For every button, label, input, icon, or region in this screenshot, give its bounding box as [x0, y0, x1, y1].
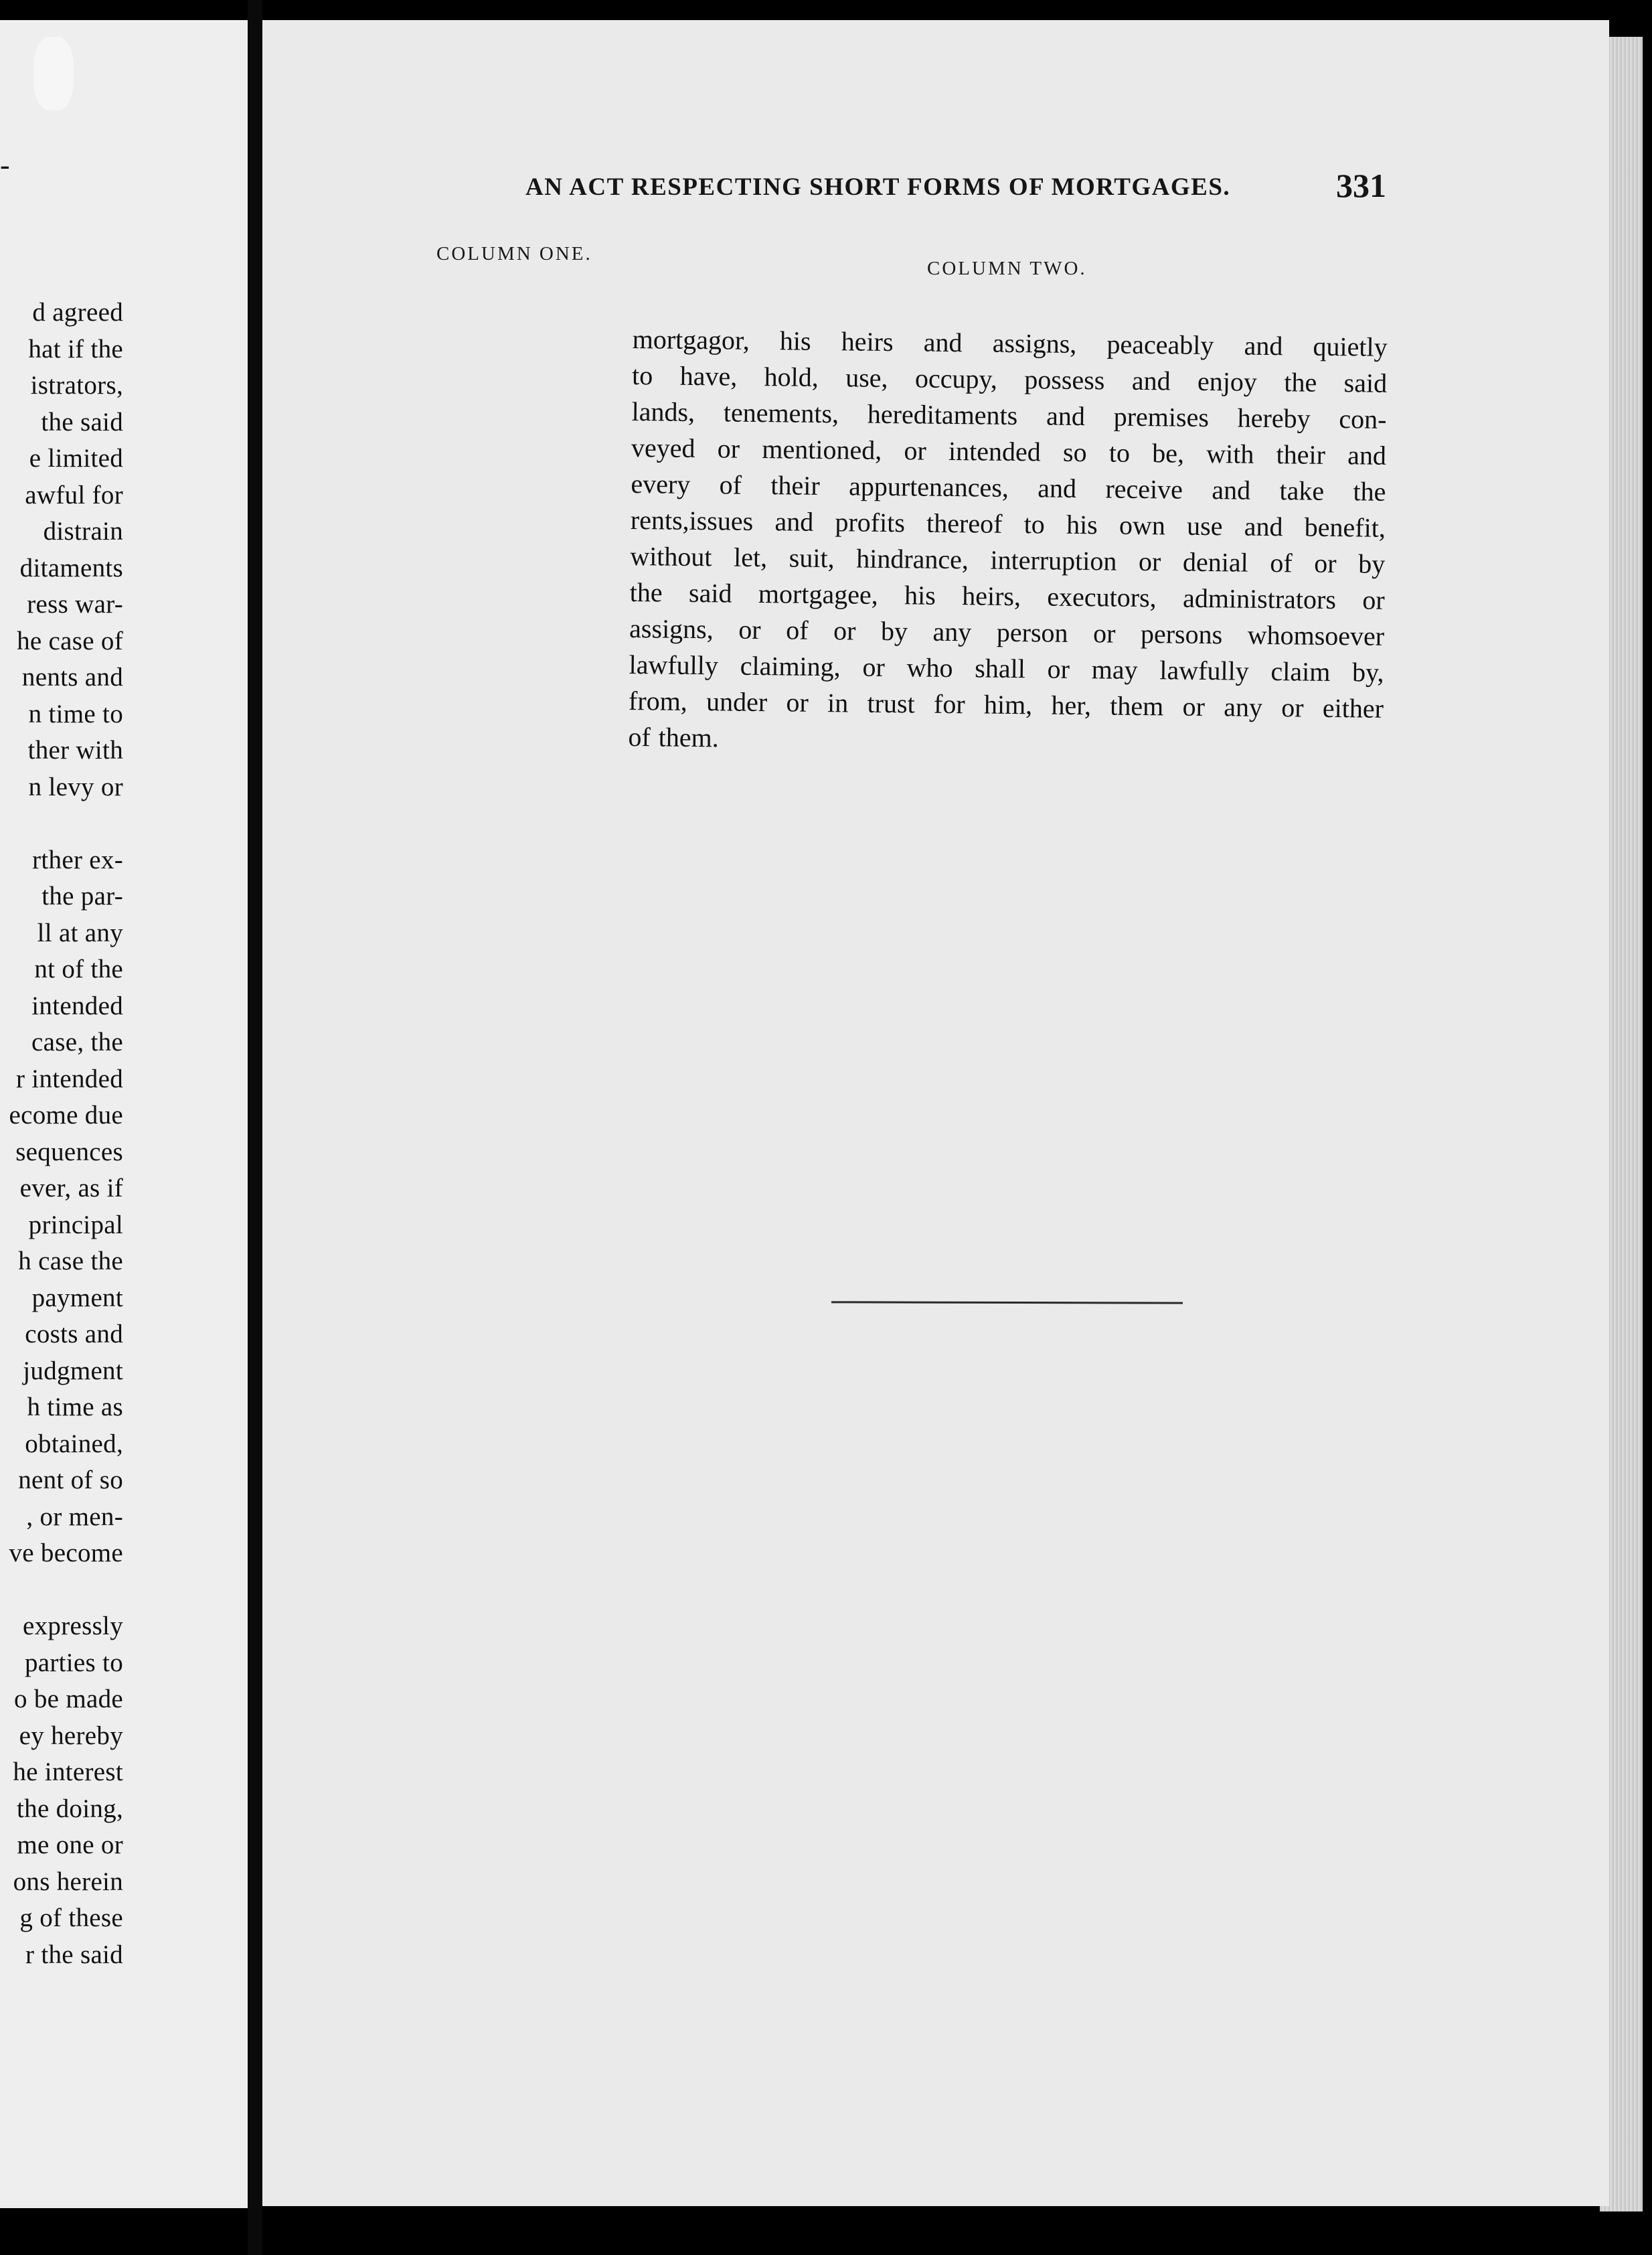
text-line: without let, suit, hindrance, interruption or denial of or by [630, 540, 1386, 579]
facing-page-left [0, 20, 248, 2208]
left-line: o be made [14, 1685, 123, 1713]
text-line: lawfully claiming, or who shall or may lawfully claim by, [629, 649, 1384, 688]
left-line: intended [31, 991, 123, 1020]
left-line: payment [31, 1283, 123, 1312]
left-line: istrators, [30, 371, 123, 400]
left-line: nt of the [34, 955, 123, 984]
left-line: nent of so [18, 1466, 123, 1494]
column-one-heading: COLUMN ONE. [436, 243, 592, 264]
text-line: assigns, or of or by any person or persons whomsoever [629, 613, 1385, 651]
text-line: from, under or in trust for him, her, them or any or either [628, 685, 1384, 724]
left-line: he case of [17, 626, 123, 655]
left-line: distrain [43, 517, 123, 546]
left-line: ther with [27, 736, 123, 765]
text-line: the said mortgagee, his heirs, executors, administrators or [629, 576, 1385, 615]
left-line: n levy or [28, 772, 123, 801]
text-line: rents,issues and profits thereof to his own use and benefit, [630, 504, 1386, 543]
page-number: 331 [1336, 167, 1386, 204]
section-end-rule [831, 1301, 1183, 1304]
left-line: parties to [24, 1648, 123, 1677]
column-two-heading: COLUMN TWO. [927, 258, 1087, 279]
left-line: h time as [27, 1393, 123, 1421]
left-line: the par- [42, 882, 123, 911]
left-line: costs and [25, 1320, 123, 1348]
paper-blemish [33, 37, 74, 110]
left-line: ons herein [13, 1867, 123, 1896]
left-line: n time to [28, 699, 123, 728]
left-line: judgment [23, 1356, 123, 1385]
text-line: mortgagor, his heirs and assigns, peaceably and quietly [632, 323, 1388, 362]
text-line: lands, tenements, hereditaments and premises hereby con- [631, 396, 1387, 435]
text-line: veyed or mentioned, or intended so to be, with their and [631, 432, 1387, 471]
left-line: obtained, [25, 1429, 123, 1458]
left-line: rther ex- [32, 845, 123, 874]
left-line: the said [41, 407, 123, 437]
left-line-gap [9, 1572, 123, 1609]
left-line: ey hereby [19, 1721, 123, 1750]
left-line: r the said [25, 1940, 123, 1969]
left-line-gap [9, 805, 123, 842]
book-spine-gutter [248, 0, 262, 2255]
left-line: ress war- [27, 590, 123, 619]
left-line: e limited [29, 444, 123, 473]
left-line: ever, as if [19, 1174, 123, 1202]
left-line: h case the [18, 1247, 123, 1275]
left-line: ditaments [19, 553, 123, 582]
left-line: expressly [23, 1612, 123, 1640]
left-line: the doing, [17, 1794, 123, 1823]
left-page-text [9, 295, 123, 1973]
left-line: case, the [31, 1028, 123, 1057]
left-line: ll at any [37, 918, 123, 947]
text-line: every of their appurtenances, and receive and take the [631, 468, 1386, 507]
left-running-fragment: - [0, 149, 10, 181]
left-line: d agreed [32, 298, 123, 327]
left-line: nents and [21, 663, 123, 692]
left-line: r intended [15, 1064, 123, 1093]
left-line: , or men- [26, 1502, 123, 1531]
left-line: me one or [17, 1831, 123, 1859]
left-line: hat if the [28, 334, 123, 364]
left-line: awful for [25, 480, 123, 510]
left-line: principal [28, 1210, 123, 1239]
left-line: g of these [19, 1903, 123, 1932]
column-two-text [628, 321, 1388, 763]
left-line: he interest [13, 1758, 123, 1786]
text-line-last: of them. [628, 721, 720, 753]
running-head: AN ACT RESPECTING SHORT FORMS OF MORTGAGES. [525, 173, 1231, 201]
left-line: ecome due [9, 1101, 123, 1130]
left-line: sequences [15, 1137, 123, 1166]
main-page [262, 20, 1609, 2206]
left-line: ve become [9, 1539, 123, 1567]
text-line: to have, hold, use, occupy, possess and enjoy the said [631, 360, 1388, 398]
